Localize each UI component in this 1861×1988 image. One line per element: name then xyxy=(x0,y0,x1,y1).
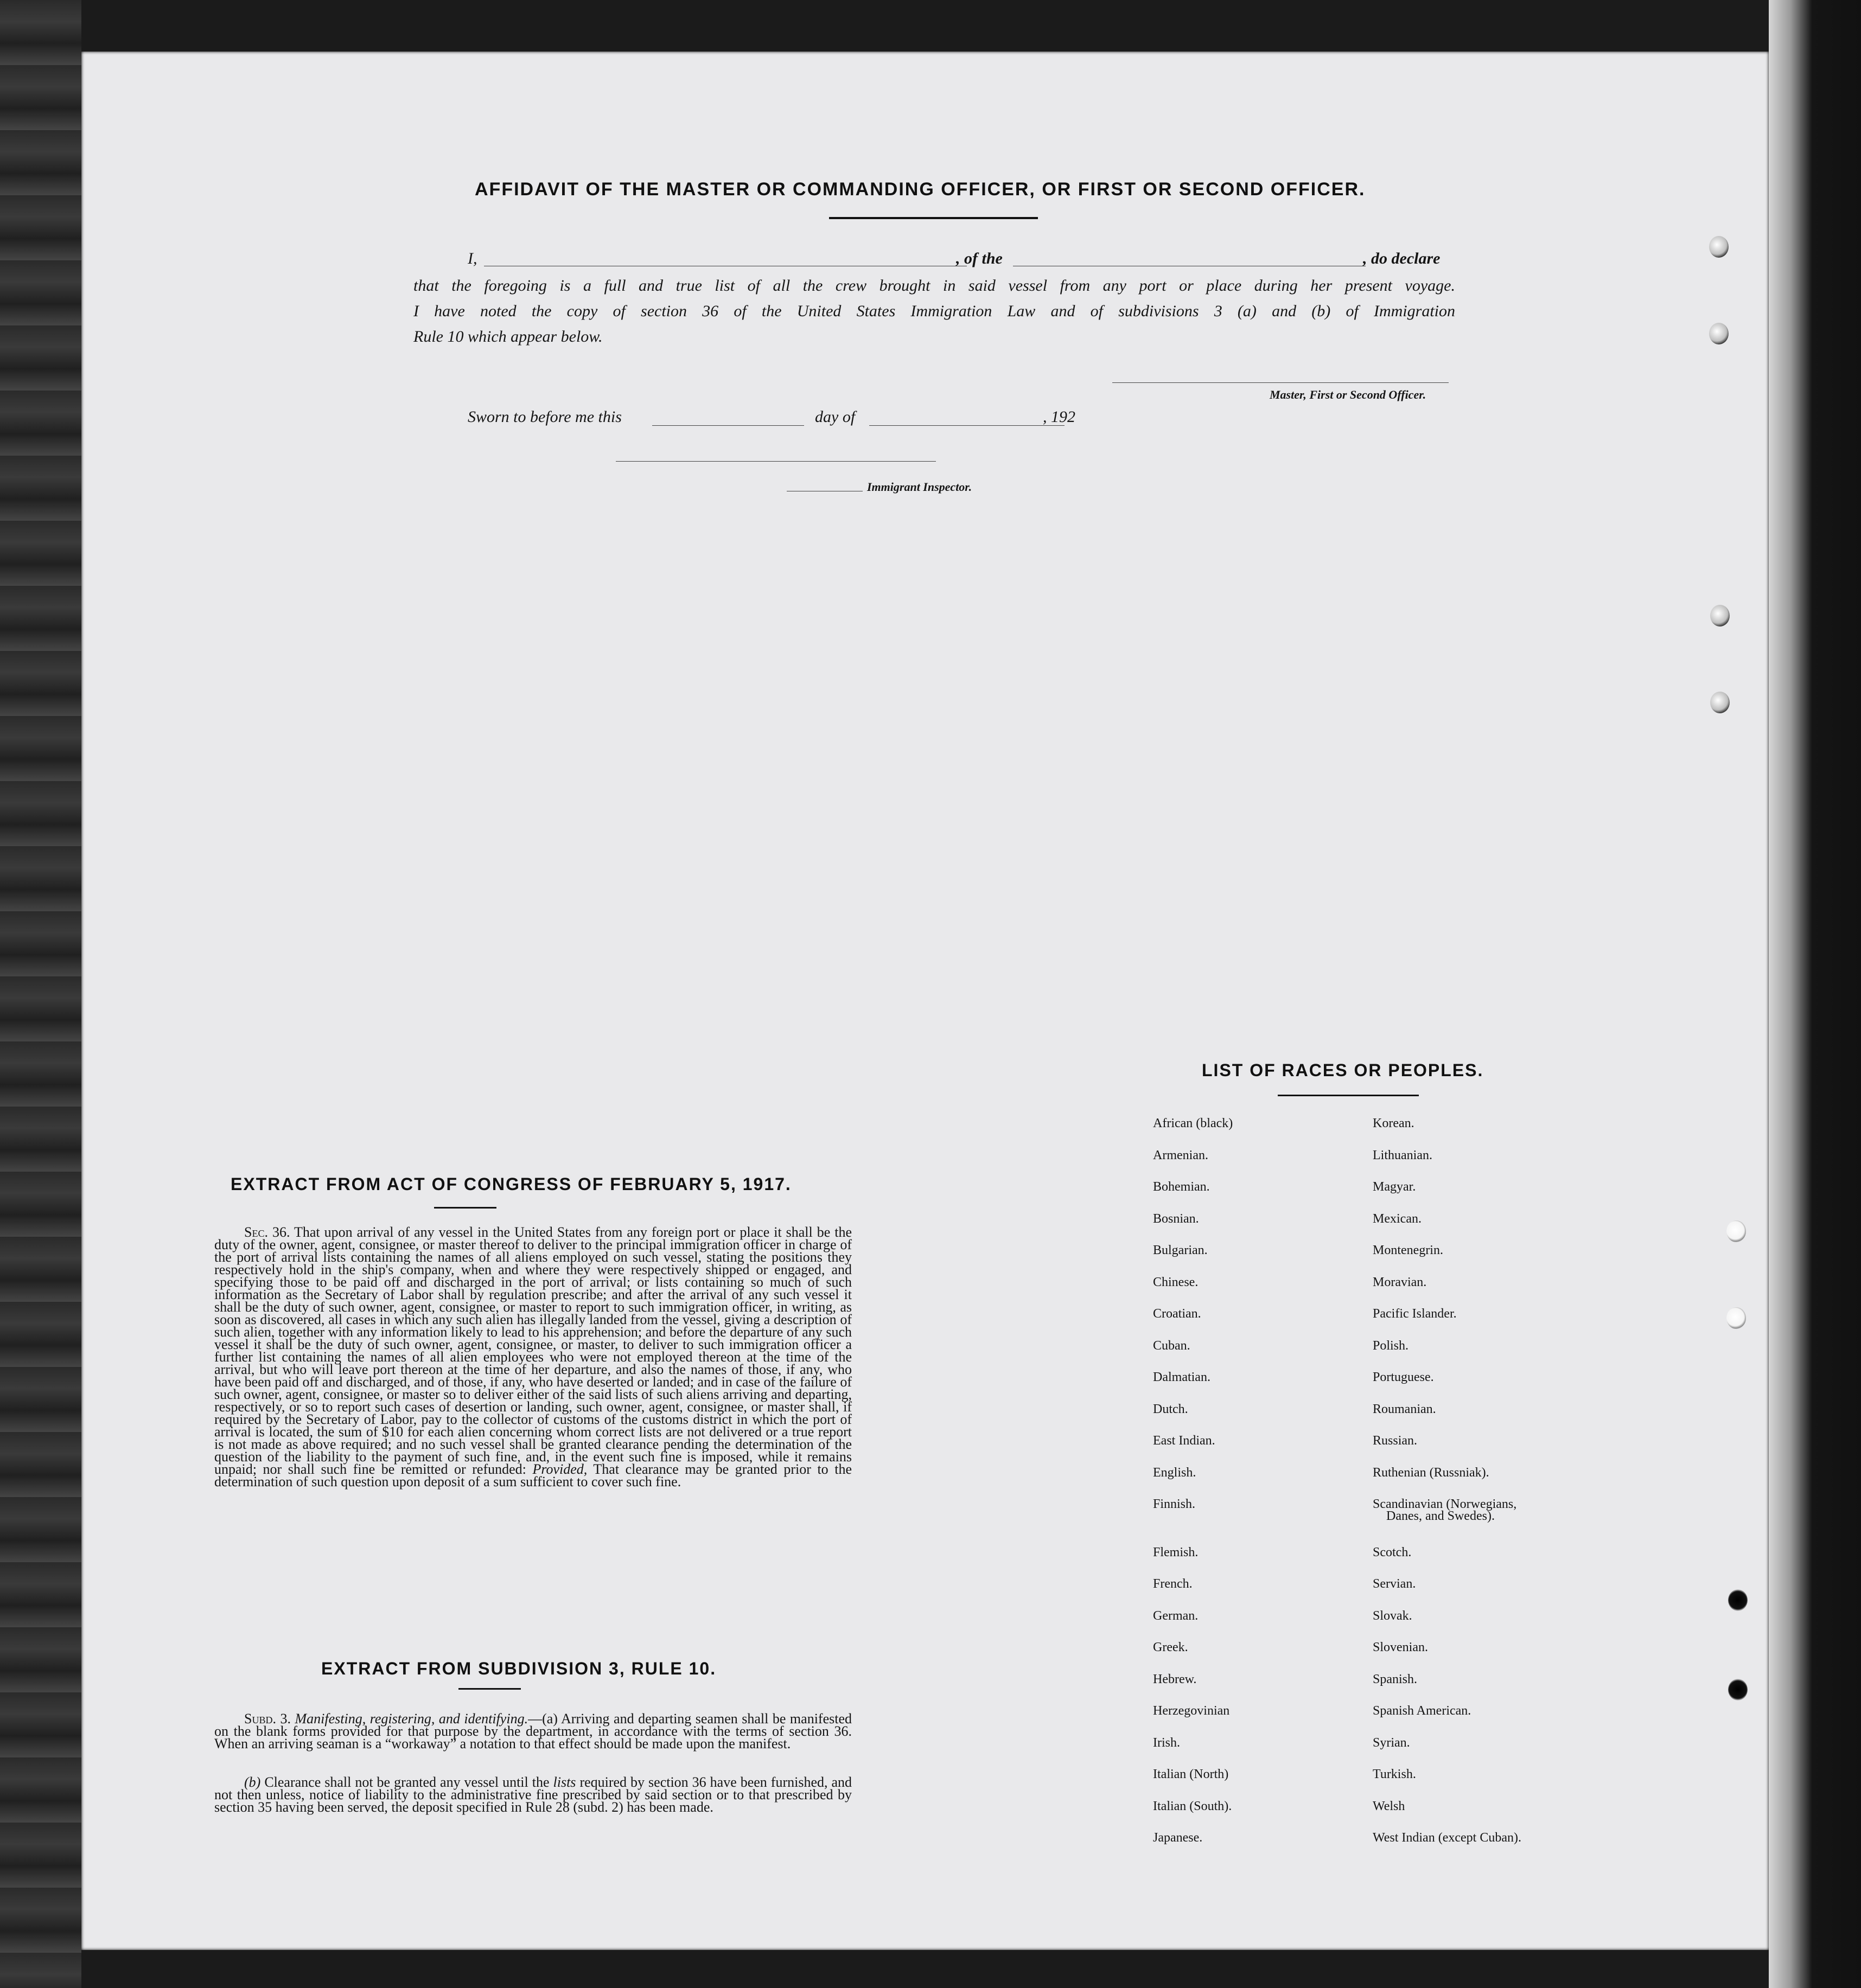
race-left-item: Italian (South). xyxy=(1153,1799,1232,1813)
race-left-item: French. xyxy=(1153,1577,1193,1591)
subdivision-3-text xyxy=(214,1712,852,1750)
section-36-text xyxy=(214,1226,852,1488)
race-right-item: Korean. xyxy=(1373,1116,1414,1130)
binder-hole-8 xyxy=(1728,1679,1748,1701)
rule-extract-title: EXTRACT FROM SUBDIVISION 3, RULE 10. xyxy=(321,1659,717,1678)
races-title-rule xyxy=(1278,1095,1419,1096)
race-left-item: Bosnian. xyxy=(1153,1212,1199,1226)
race-left-item: East Indian. xyxy=(1153,1434,1215,1448)
race-left-item: Hebrew. xyxy=(1153,1672,1197,1686)
affidavit-i: I, xyxy=(468,250,477,267)
race-right-item: Welsh xyxy=(1373,1799,1405,1813)
affidavit-line3: I have noted the copy of section 36 of the United States Immigration Law and of subdivisions 3 (a) and (b) of Immigration xyxy=(413,302,1455,320)
race-right-item: Ruthenian (Russniak). xyxy=(1373,1466,1489,1480)
affidavit-of-the: , of the xyxy=(956,250,1003,267)
race-right-item: Lithuanian. xyxy=(1373,1148,1432,1162)
race-right-item: Spanish American. xyxy=(1373,1704,1471,1718)
race-left-item: Italian (North) xyxy=(1153,1767,1229,1781)
race-right-item: Polish. xyxy=(1373,1339,1409,1353)
act-extract-rule xyxy=(434,1207,496,1209)
race-left-item: Bohemian. xyxy=(1153,1180,1210,1194)
race-right-item: Slovak. xyxy=(1373,1609,1412,1623)
race-right-item: Servian. xyxy=(1373,1577,1416,1591)
binder-hole-2 xyxy=(1709,323,1729,344)
section-36-end: That clearance may be granted prior to the determination of such question upon deposit of a sum sufficient to cover such fine. xyxy=(214,1461,852,1490)
race-left-item: Armenian. xyxy=(1153,1148,1208,1162)
race-right-item: Roumanian. xyxy=(1373,1402,1436,1416)
para-b-lists: lists xyxy=(553,1774,576,1790)
race-right-item: Slovenian. xyxy=(1373,1640,1428,1654)
affidavit-line2: that the foregoing is a full and true list of all the crew brought in said vessel from any port or place during her present voyage. xyxy=(413,277,1455,295)
race-right-item: Scotch. xyxy=(1373,1545,1412,1559)
sworn-year: , 192 xyxy=(1043,408,1075,426)
film-frame-right xyxy=(1769,0,1861,1988)
race-left-item: Flemish. xyxy=(1153,1545,1199,1559)
section-36-body: That upon arrival of any vessel in the United States from any foreign port or place it shall be the duty of the owner, agent, consignee, or master thereof to deliver to the principal immigration officer in charge of the port of arrival lists containing the names of all aliens employed on such vessel, stating the positions they respectively hold in the ship's company, when and where they were respectively shipped or engaged, and specifying those to be paid off and discharged in the port of arrival; or lists containing so much of such information as the Secretary of Labor shall by regulation prescribe; and after the arrival of any such vessel it shall be the duty of such owner, agent, consignee, or master to report to such immigration officer, in writing, as soon as discovered, all cases in which any such alien has illegally landed from the vessel, giving a description of such alien, together with any information likely to lead to his apprehension; and before the departure of any such vessel it shall be the duty of such owner, agent, consignee, or master, to deliver to such immigration officer a further list containing the names of all alien employees who were not employed thereon at the time of the arrival, but who will leave port thereon at the time of her departure, and also the names of those, if any, who have been paid off and discharged, and of those, if any, who have deserted or landed; and in case of the failure of such owner, agent, consignee, or master so to deliver either of the said lists of such aliens arriving and departing, respectively, or so to report such cases of desertion or landing, such owner, agent, consignee, or master shall, if required by the Secretary of Labor, pay to the collector of customs of the customs district in which the port of arrival is located, the sum of $10 for each alien concerning whom correct lists are not delivered or a true report is not made as above required; and no such vessel shall be granted clearance pending the determination of the question of the liability to the payment of such fine, and, in the event such fine is imposed, while it remains unpaid; nor shall such fine be remitted or refunded: xyxy=(214,1224,852,1477)
subdivision-3b-text xyxy=(214,1776,852,1813)
affidavit-do-declare: , do declare xyxy=(1363,250,1441,267)
races-title: LIST OF RACES OR PEOPLES. xyxy=(1202,1060,1484,1080)
race-right-item: Spanish. xyxy=(1373,1672,1418,1686)
section-36-label: Sec. 36. xyxy=(244,1224,290,1240)
race-right-item: West Indian (except Cuban). xyxy=(1373,1831,1521,1845)
race-left-item: Japanese. xyxy=(1153,1831,1203,1845)
signature-line xyxy=(1112,382,1449,383)
race-left-item: Herzegovinian xyxy=(1153,1704,1230,1718)
race-left-item: African (black) xyxy=(1153,1116,1233,1130)
sworn-statement xyxy=(468,408,1075,426)
race-right-item: Mexican. xyxy=(1373,1212,1422,1226)
signature-label: Master, First or Second Officer. xyxy=(1270,388,1426,401)
binder-hole-6 xyxy=(1726,1307,1746,1329)
race-left-item: Chinese. xyxy=(1153,1275,1199,1289)
para-b-start: Clearance shall not be granted any vessel until the xyxy=(264,1774,550,1790)
month-blank xyxy=(869,425,1065,426)
race-left-item: German. xyxy=(1153,1609,1199,1623)
binder-hole-5 xyxy=(1726,1220,1746,1242)
race-right-item: Russian. xyxy=(1373,1434,1418,1448)
race-right-item: Montenegrin. xyxy=(1373,1243,1443,1257)
race-right-item: Portuguese. xyxy=(1373,1370,1434,1384)
provided-word: Provided, xyxy=(532,1461,588,1477)
para-a-text: Arriving and departing seamen shall be manifested on the blank forms provided for that purpose by the department, in accordance with the terms of section 36. When an arriving seaman is a “workaway” a notation to that effect should be made upon the manifest. xyxy=(214,1711,852,1752)
race-left-item: English. xyxy=(1153,1466,1196,1480)
race-right-item: Pacific Islander. xyxy=(1373,1307,1457,1321)
binder-hole-1 xyxy=(1709,236,1729,258)
race-left-item: Greek. xyxy=(1153,1640,1188,1654)
act-extract-title: EXTRACT FROM ACT OF CONGRESS OF FEBRUARY 5, 1917. xyxy=(231,1174,792,1194)
race-left-item: Cuban. xyxy=(1153,1339,1190,1353)
affidavit-line4: Rule 10 which appear below. xyxy=(413,328,603,346)
subd-label: Subd. 3. xyxy=(244,1711,291,1727)
race-left-item: Finnish. xyxy=(1153,1497,1196,1511)
race-right-item: Magyar. xyxy=(1373,1180,1416,1194)
para-b-label: (b) xyxy=(244,1774,261,1790)
inspector-label: Immigrant Inspector. xyxy=(867,480,972,494)
sworn-text: Sworn to before me this xyxy=(468,408,622,426)
film-frame-left xyxy=(0,0,81,1988)
affidavit-line1 xyxy=(468,250,1455,268)
race-left-item: Irish. xyxy=(1153,1736,1180,1750)
affidavit-title-rule xyxy=(829,217,1038,219)
race-left-item: Dutch. xyxy=(1153,1402,1188,1416)
race-right-item: Syrian. xyxy=(1373,1736,1410,1750)
binder-hole-7 xyxy=(1728,1589,1748,1611)
race-left-item: Dalmatian. xyxy=(1153,1370,1210,1384)
race-right-item: Moravian. xyxy=(1373,1275,1427,1289)
race-scandinavian-continued: Danes, and Swedes). xyxy=(1386,1509,1495,1523)
sworn-day-of: day of xyxy=(815,408,856,426)
binder-hole-4 xyxy=(1710,692,1730,713)
race-right-item: Scandinavian (Norwegians, xyxy=(1373,1497,1517,1511)
inspector-signature-line xyxy=(616,461,936,462)
para-b-end: required by section 36 have been furnished, and not then unless, notice of liability to the administrative fine prescribed by said section or to that prescribed by section 35 having been served, the deposit specified in Rule 28 (subd. 2) has been made. xyxy=(214,1774,852,1815)
binder-hole-3 xyxy=(1710,605,1730,627)
race-left-item: Croatian. xyxy=(1153,1307,1201,1321)
affidavit-title: AFFIDAVIT OF THE MASTER OR COMMANDING OFFICER, OR FIRST OR SECOND OFFICER. xyxy=(475,179,1366,200)
day-blank xyxy=(652,425,804,426)
subd-title: Manifesting, registering, and identifying. xyxy=(295,1711,528,1727)
race-left-item: Bulgarian. xyxy=(1153,1243,1208,1257)
rule-extract-rule xyxy=(458,1688,521,1690)
para-a-label: —(a) xyxy=(528,1711,558,1727)
race-right-item: Turkish. xyxy=(1373,1767,1416,1781)
